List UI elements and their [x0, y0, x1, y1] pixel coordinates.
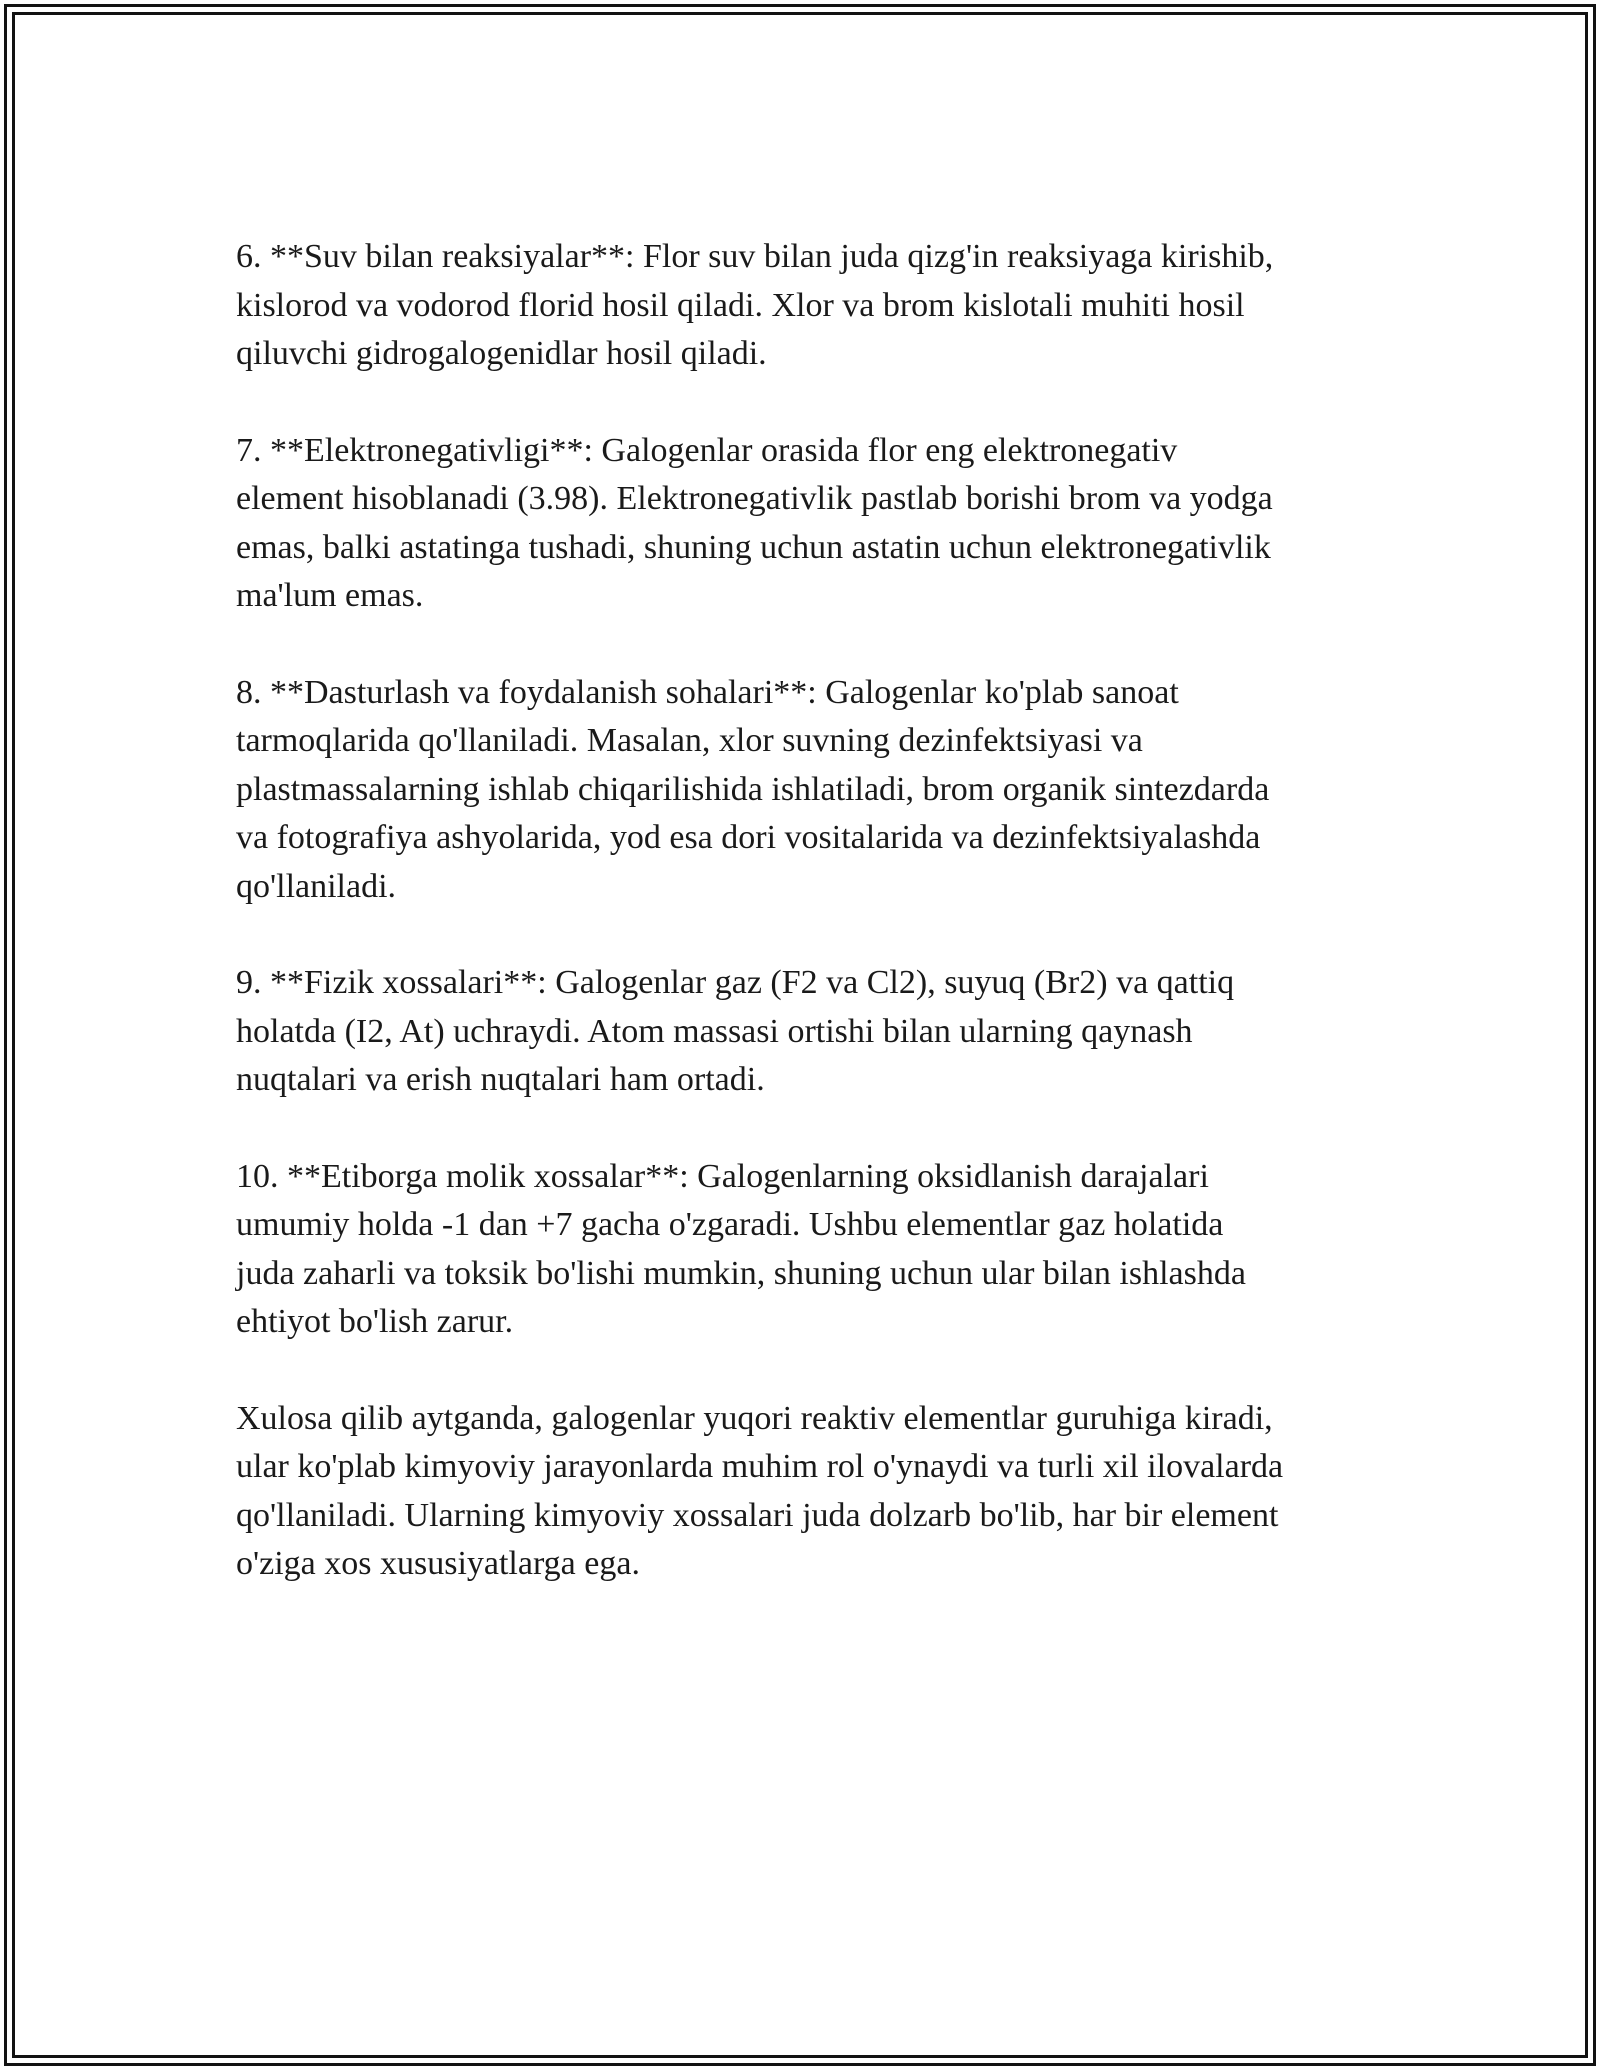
text-line: holatda (I2, At) uchraydi. Atom massasi ortishi bilan ularning qaynash	[236, 1012, 1193, 1050]
document-body	[236, 233, 1386, 1637]
paragraph-conclusion	[236, 1395, 1386, 1589]
paragraph-electronegativity	[236, 427, 1386, 621]
text-line: element hisoblanadi (3.98). Elektronegativlik pastlab borishi brom va yodga	[236, 480, 1273, 517]
text-line: nuqtalari va erish nuqtalari ham ortadi.	[236, 1061, 765, 1098]
text-line: tarmoqlarida qo'llaniladi. Masalan, xlor suvning dezinfektsiyasi va	[236, 722, 1143, 759]
text-line: 8. **Dasturlash va foydalanish sohalari**: Galogenlar ko'plab sanoat	[236, 673, 1179, 711]
paragraph-notable-properties	[236, 1153, 1386, 1347]
text-line: ma'lum emas.	[236, 577, 424, 614]
text-line: juda zaharli va toksik bo'lishi mumkin, shuning uchun ular bilan ishlashda	[236, 1254, 1246, 1292]
text-line: Xulosa qilib aytganda, galogenlar yuqori reaktiv elementlar guruhiga kiradi,	[236, 1399, 1273, 1437]
text-line: ular ko'plab kimyoviy jarayonlarda muhim rol o'ynaydi va turli xil ilovalarda	[236, 1448, 1284, 1485]
text-line: 10. **Etiborga molik xossalar**: Galogenlarning oksidlanish darajalari	[236, 1157, 1209, 1195]
text-line: umumiy holda -1 dan +7 gacha o'zgaradi. Ushbu elementlar gaz holatida	[236, 1206, 1224, 1243]
text-line: qo'llaniladi. Ularning kimyoviy xossalari juda dolzarb bo'lib, har bir element	[236, 1496, 1279, 1534]
paragraph-applications	[236, 669, 1386, 912]
text-line: plastmassalarning ishlab chiqarilishida ishlatiladi, brom organik sintezdarda	[236, 770, 1270, 808]
paragraph-water-reactions	[236, 233, 1386, 379]
text-line: va fotografiya ashyolarida, yod esa dori vositalarida va dezinfektsiyalashda	[236, 819, 1261, 856]
text-line: qiluvchi gidrogalogenidlar hosil qiladi.	[236, 335, 767, 372]
text-line: ehtiyot bo'lish zarur.	[236, 1303, 514, 1340]
text-line: o'ziga xos xususiyatlarga ega.	[236, 1545, 640, 1582]
text-line: 9. **Fizik xossalari**: Galogenlar gaz (F2 va Cl2), suyuq (Br2) va qattiq	[236, 964, 1235, 1001]
text-line: 7. **Elektronegativligi**: Galogenlar orasida flor eng elektronegativ	[236, 431, 1178, 469]
paragraph-physical-properties	[236, 959, 1386, 1105]
text-line: kislorod va vodorod florid hosil qiladi. Xlor va brom kislotali muhiti hosil	[236, 286, 1245, 324]
text-line: qo'llaniladi.	[236, 867, 397, 905]
text-line: 6. **Suv bilan reaksiyalar**: Flor suv bilan juda qizg'in reaksiyaga kirishib,	[236, 238, 1274, 275]
text-line: emas, balki astatinga tushadi, shuning uchun astatin uchun elektronegativlik	[236, 528, 1271, 566]
